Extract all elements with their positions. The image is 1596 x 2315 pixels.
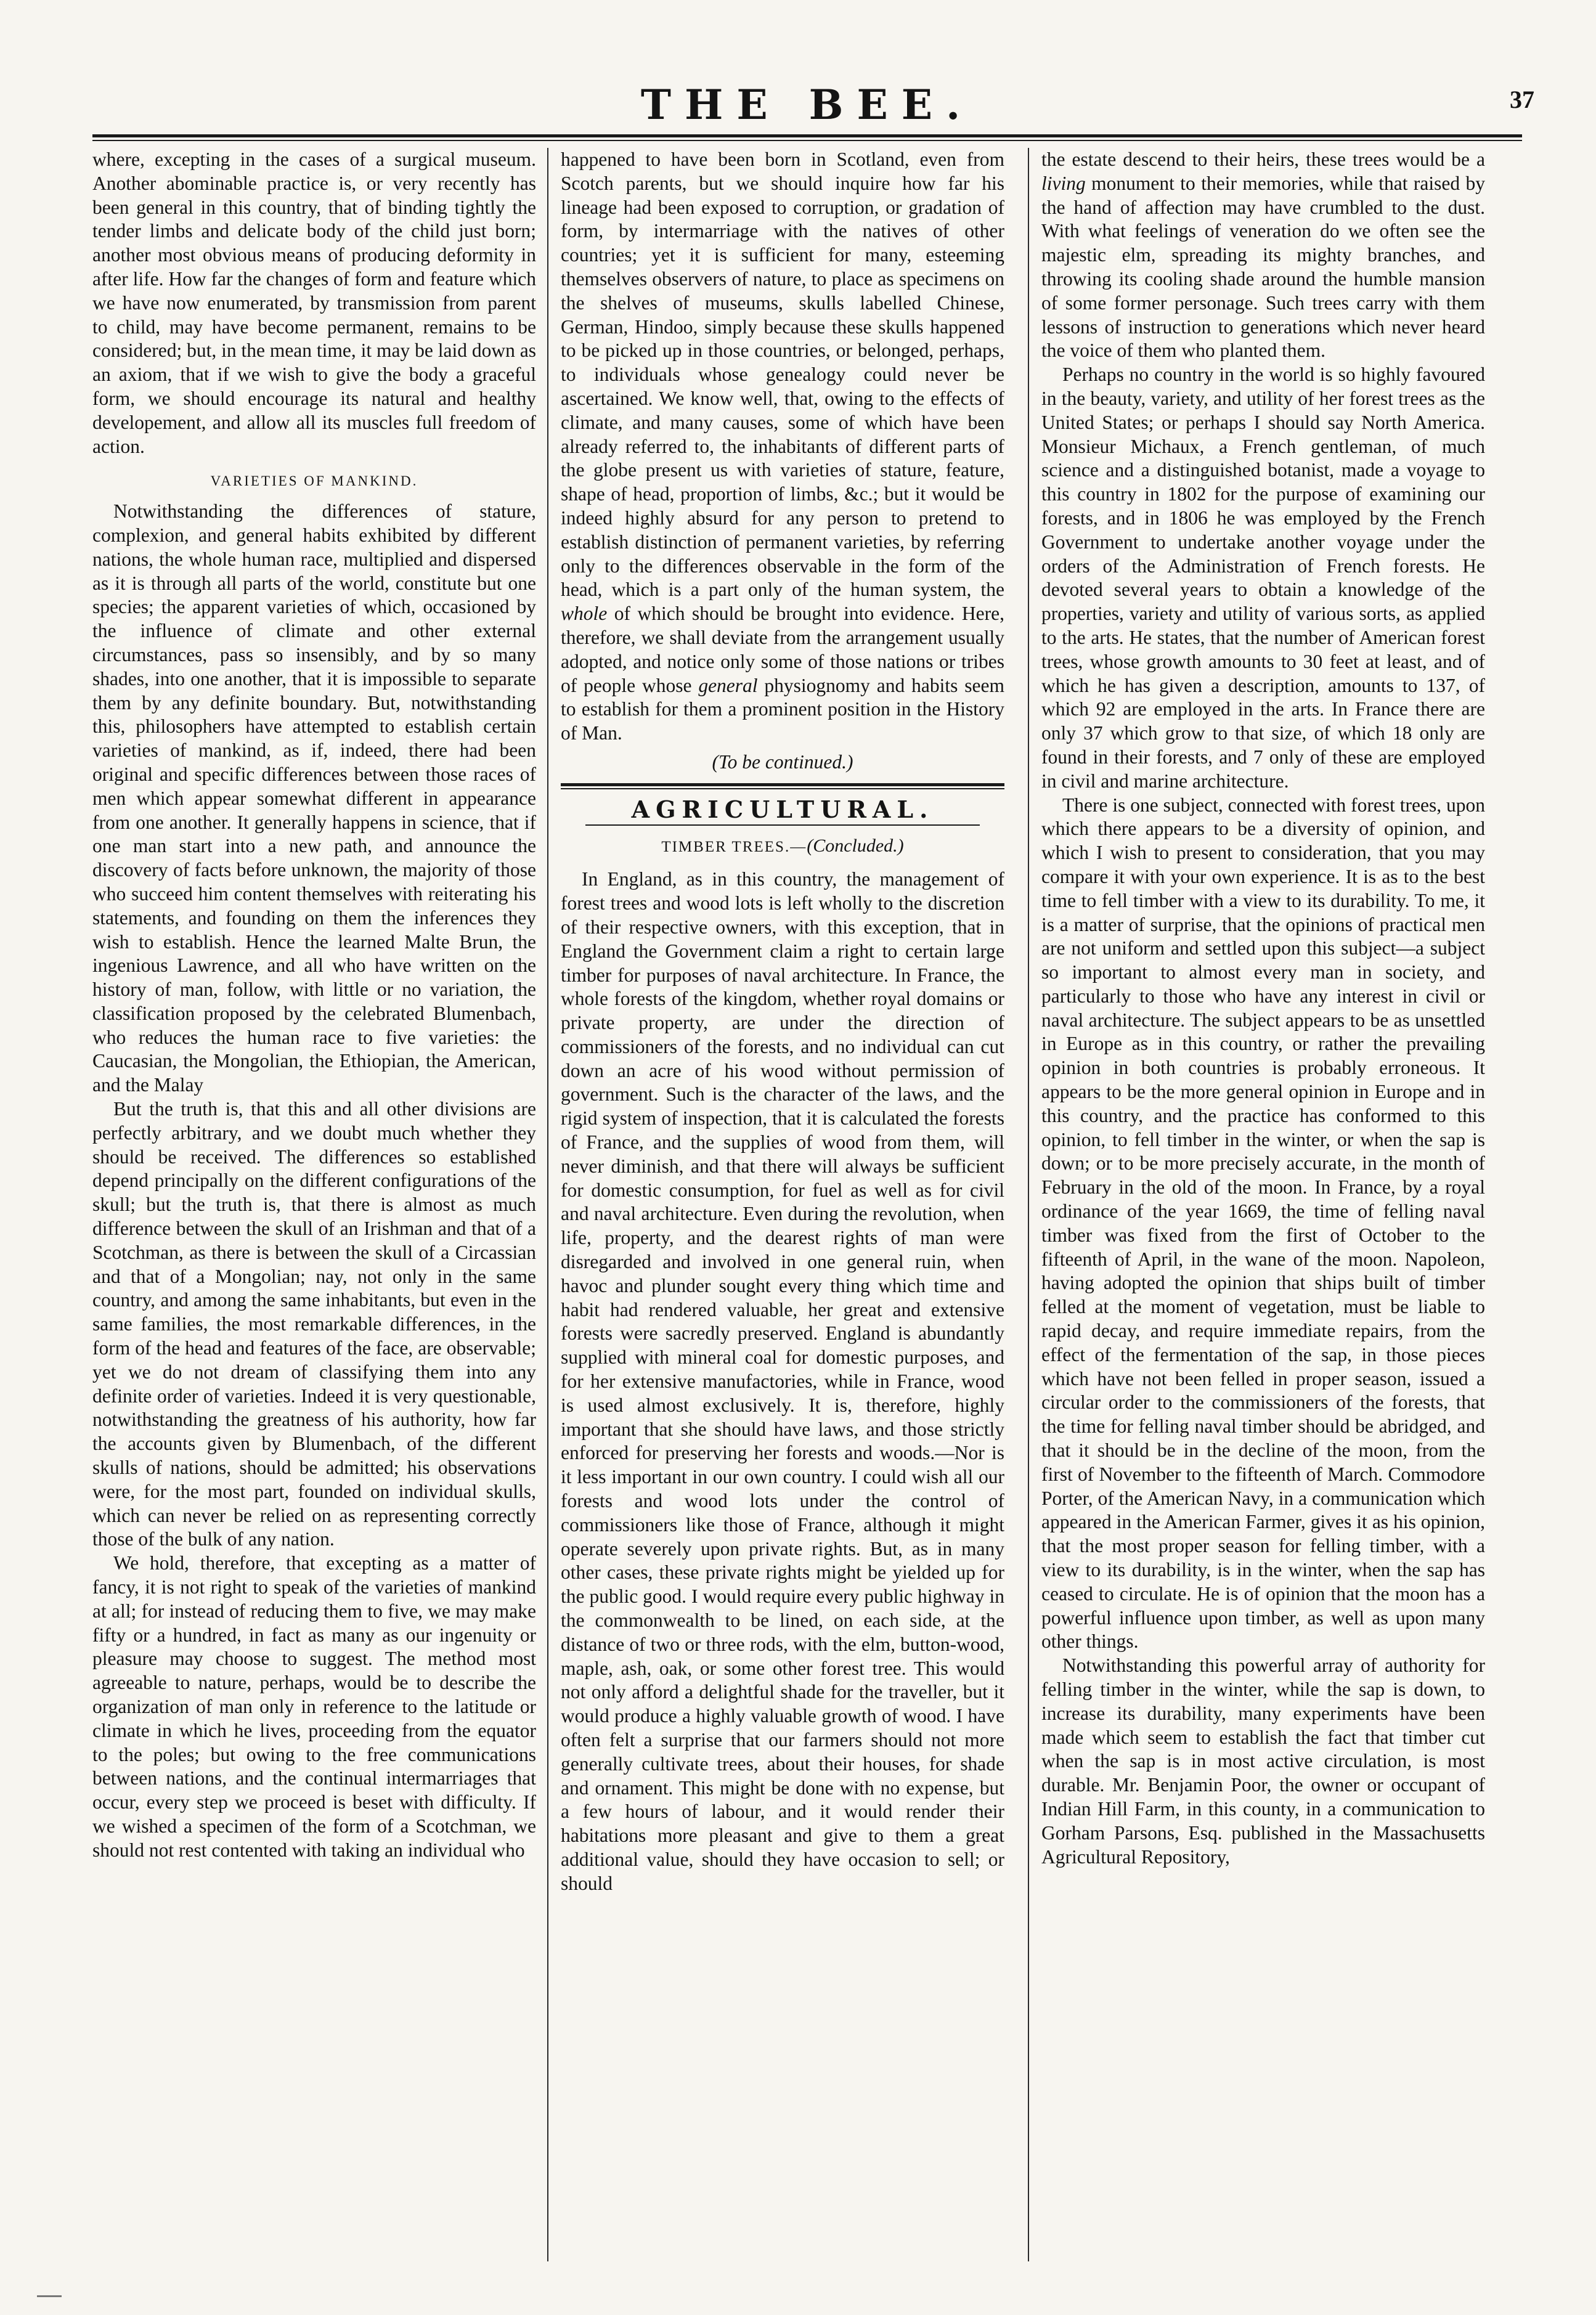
to-be-continued: (To be continued.) — [712, 751, 853, 773]
masthead — [92, 80, 1534, 129]
article-subtitle — [561, 834, 1004, 860]
masthead-rule-thin — [92, 140, 1522, 141]
italic-run: whole — [561, 603, 608, 625]
text-run: the estate descend to their heirs, these trees would be a — [1041, 149, 1485, 170]
italic-run: living — [1041, 172, 1086, 194]
section-rule — [561, 783, 1004, 786]
page-number: 37 — [1510, 86, 1534, 113]
section-rule-thin — [561, 788, 1004, 789]
subtitle-italic: (Concluded.) — [807, 835, 904, 856]
paragraph: In England, as in this country, the management of forest trees and wood lots is left wholly to the discretion of their respective owners, with this exception, that in England the Government claim a right to certain large timber for purposes of naval architecture. In France, the whole forests of the kingdom, whether royal domains or private property, are under the direction of commissioners of the forests, and no individual can cut down an acre of his wood without permission of government. Such is the character of the laws, and the rigid system of inspection, that it is calculated the forests of France, and the supplies of wood from them, will never diminish, and that there will always be sufficient for domestic consumption, for fuel as well as for civil and naval architecture. Even during the revolution, when life, property, and the dearest rights of man were disregarded and involved in one general ruin, when havoc and plunder sought every thing which time and habit had rendered valuable, her great and extensive forests were sacredly preserved. England is abundantly supplied with mineral coal for domestic purposes, and for her extensive manufactories, while in France, wood is used almost exclusively. It is, therefore, highly important that she should have laws, and those strictly enforced for preserving her forests and woods.—Nor is it less important in our own country. I could wish all our forests and wood lots under the control of commissioners like those of France, although it might operate severely upon private rights. But, as in many other cases, these private rights might be yielded up for the public good. I would require every public highway in the commonwealth to be lined, on each side, at the distance of two or three rods, with the elm, button-wood, maple, ash, oak, or some other forest tree. This would not only afford a delightful shade for the traveller, but it would produce a highly valuable growth of wood. I have often felt a surprise that our farmers should not more generally cultivate trees, about their houses, for shade and ornament. This might be done with no expense, but a few hours of labour, and it would render their habitations more pleasant and give to them a great additional value, should they have occasion to sell; or should — [561, 868, 1004, 1894]
paragraph: But the truth is, that this and all other divisions are perfectly arbitrary, and we doubt much whether they should be received. The differences so established depend principally on the different configurations of the skull; but the truth is, that there is almost as much difference between the skull of an Irishman and that of a Scotchman, as there is between the skull of a Circassian and that of a Mongolian; nay, not only in the same country, and among the same inhabitants, but even in the same families, the most remarkable differences, in the form of the head and features of the face, are observable; yet we do not dream of classifying them into any definite order of varieties. Indeed it is very questionable, notwithstanding the greatness of his authority, how far the accounts given by Blumenbach, of the different skulls of nations, should be admitted; his observations were, for the most part, founded on individual skulls, which can never be relied on as representing correctly those of the bulk of any nation. — [92, 1098, 536, 1550]
paragraph: Notwithstanding this powerful array of authority for felling timber in the winter, while the sap is down, to increase its durability, many experiments have been made which seem to establish the fact that timber cut when the sap is in most active circulation, is most durable. Mr. Benjamin Poor, the owner or occupant of Indian Hill Farm, in this county, in a communication to Gorham Parsons, Esq. published in the Massachusetts Agricultural Repository, — [1041, 1654, 1485, 1868]
page-edge-mark — [37, 2295, 62, 2297]
paragraph — [561, 148, 1004, 746]
paragraph: There is one subject, connected with forest trees, upon which there appears to be a diversity of opinion, and which I wish to present to consideration, that you may compare it with your own experience. It is as to the best time to fell timber with a view to its durability. To me, it is a matter of surprise, that the opinions of practical men are not uniform and settled upon this subject—a subject so important to almost every man in society, and particularly to those who have any interest in civil or naval architecture. The subject appears to be as unsettled in Europe as in this country, or rather the prevailing opinion in both countries is probably erroneous. It appears to be the more general opinion in Europe and in this country, and the practice has conformed to this opinion, to fell timber in the winter, or when the sap is down; or to be more precisely accurate, in the month of February in the old of the moon. In France, by a royal ordinance of the year 1669, the time of felling naval timber was fixed from the first of October to the fifteenth of April, in the wane of the moon. Napoleon, having adopted the opinion that ships built of timber felled at the moment of vegetation, must be liable to rapid decay, and require immediate repairs, from the effect of the fermentation of the sap, in those pieces which have not been felled in proper season, issued a circular order to the commissioners of the forests, that the time for felling naval timber should be abridged, and that it should be in the decline of the moon, from the first of November to the fifteenth of March. Commodore Porter, of the American Navy, in a communication which appeared in the American Farmer, gives it as his opinion, that the most proper season for felling timber, with a view to its durability, is in the winter, when the sap has ceased to circulate. He is of opinion that the moon has a powerful influence upon timber, as well as upon many other things. — [1041, 794, 1485, 1653]
column-divider — [547, 148, 548, 2261]
paragraph: where, excepting in the cases of a surgical museum. Another abominable practice is, or very recently has been general in this country, that of binding tightly the tender limbs and delicate body of the child just born; another most obvious means of producing deformity in after life. How far the changes of form and feature which we have now enumerated, by transmission from parent to child, may have become permanent, remains to be considered; but, in the mean time, it may be laid down as an axiom, that if we wish to give the body a graceful form, we should encourage its natural and healthy developement, and allow all its muscles full freedom of action. — [92, 149, 536, 457]
paragraph: Perhaps no country in the world is so highly favoured in the beauty, variety, and utility of her forest trees as the United States; or perhaps I should say North America. Monsieur Michaux, a French gentleman, of much science and a distinguished botanist, made a voyage to this country in 1802 for the purpose of examining our forests, and in 1806 he was employed by the French Government to undertake another voyage under the orders of the Administration of French forests. He devoted several years to obtain a knowledge of the properties, variety and utility of various sorts, as applied to the arts. He states, that the number of American forest trees, whose growth amounts to 30 feet at least, and of which he has given a description, amounts to 137, of which 92 are employed in the arts. In France there are only 37 which grow to that size, of which 18 only are found in their forests, and 7 only of these are employed in civil and marine architecture. — [1041, 364, 1485, 792]
subtitle-text: TIMBER TREES.— — [661, 838, 807, 855]
subheading-varieties-of-mankind: VARIETIES OF MANKIND. — [210, 473, 418, 489]
paragraph: Notwithstanding the differences of stature, complexion, and general habits exhibited by different nations, the whole human race, multiplied and dispersed as it is through all parts of the world, constitute but one species; the apparent varieties of which, occasioned by the influence of climate and other external circumstances, pass so insensibly, and by so many shades, into one another, that it is impossible to separate them by any definite boundary. But, notwithstanding this, philosophers have attempted to establish certain varieties of mankind, as if, indeed, there had been original and specific differences between those races of men which appear somewhat different in appearance from one another. It generally happens in science, that if one man start into a new path, and announce the discovery of facts before unknown, the majority of those who succeed him content themselves with reiterating his statements, and founding on them the inferences they wish to establish. Hence the learned Malte Brun, the ingenious Lawrence, and all who have written on the history of man, follow, with little or no variation, the classification proposed by the celebrated Blumenbach, who reduces the human race to five varieties: the Caucasian, the Mongolian, the Ethiopian, the American, and the Malay — [92, 500, 536, 1096]
column-divider — [1028, 148, 1029, 2261]
italic-run: general — [698, 674, 758, 696]
column-3 — [1041, 148, 1485, 2261]
text-run: physiognomy and habits seem to establish for them a prominent position in the History of Man. — [561, 674, 1004, 744]
section-heading-underline — [585, 824, 980, 826]
section-heading-agricultural: AGRICULTURAL. — [631, 795, 934, 823]
masthead-rule — [92, 134, 1522, 137]
text-run: of which should be brought into evidence. Here, therefore, we shall deviate from the arrangement usually adopted, and notice only some of those nations or tribes of people whose — [561, 603, 1004, 696]
column-2 — [561, 148, 1004, 2261]
column-1 — [92, 148, 536, 2261]
text-run: happened to have been born in Scotland, even from Scotch parents, but we should inquire how far his lineage had been exposed to corruption, or gradation of form, by intermarriage with the natives of other countries; yet it is sufficient for many, esteeming themselves observers of nature, to place as specimens on the shelves of museums, skulls labelled Chinese, German, Hindoo, simply because these skulls happened to be picked up in those countries, or belonged, perhaps, to individuals whose genealogy could never be ascertained. We know well, that, owing to the effects of climate, and many causes, some of which have been already referred to, the inhabitants of different parts of the globe present us with varieties of stature, feature, shape of head, proportion of limbs, &c.; but it would be indeed highly absurd for any person to pretend to establish distinction of permanent varieties, by referring only to the differences observable in the form of the head, which is a part only of the human system, the — [561, 149, 1004, 601]
masthead-title: THE BEE. — [640, 81, 974, 129]
text-run: monument to their memories, while that raised by the hand of affection may have crumbled to the dust. With what feelings of veneration do we often see the majestic elm, spreading its mighty branches, and throwing its cooling shade around the humble mansion of some former personage. Such trees carry with them lessons of instruction to generations which never heard the voice of them who planted them. — [1041, 172, 1485, 362]
paragraph: We hold, therefore, that excepting as a matter of fancy, it is not right to speak of the varieties of mankind at all; for instead of reducing them to five, we may make fifty or a hundred, in fact as many as our ingenuity or pleasure may choose to suggest. The method most agreeable to nature, perhaps, would be to describe the organization of man only in reference to the latitude or climate in which he lives, proceeding from the equator to the poles; but owing to the free communications between nations, and the continual intermarriages that occur, every step we proceed is beset with difficulty. If we wished a specimen of the form of a Scotchman, we should not rest contented with taking an individual who — [92, 1552, 536, 1861]
paragraph — [1041, 148, 1485, 363]
